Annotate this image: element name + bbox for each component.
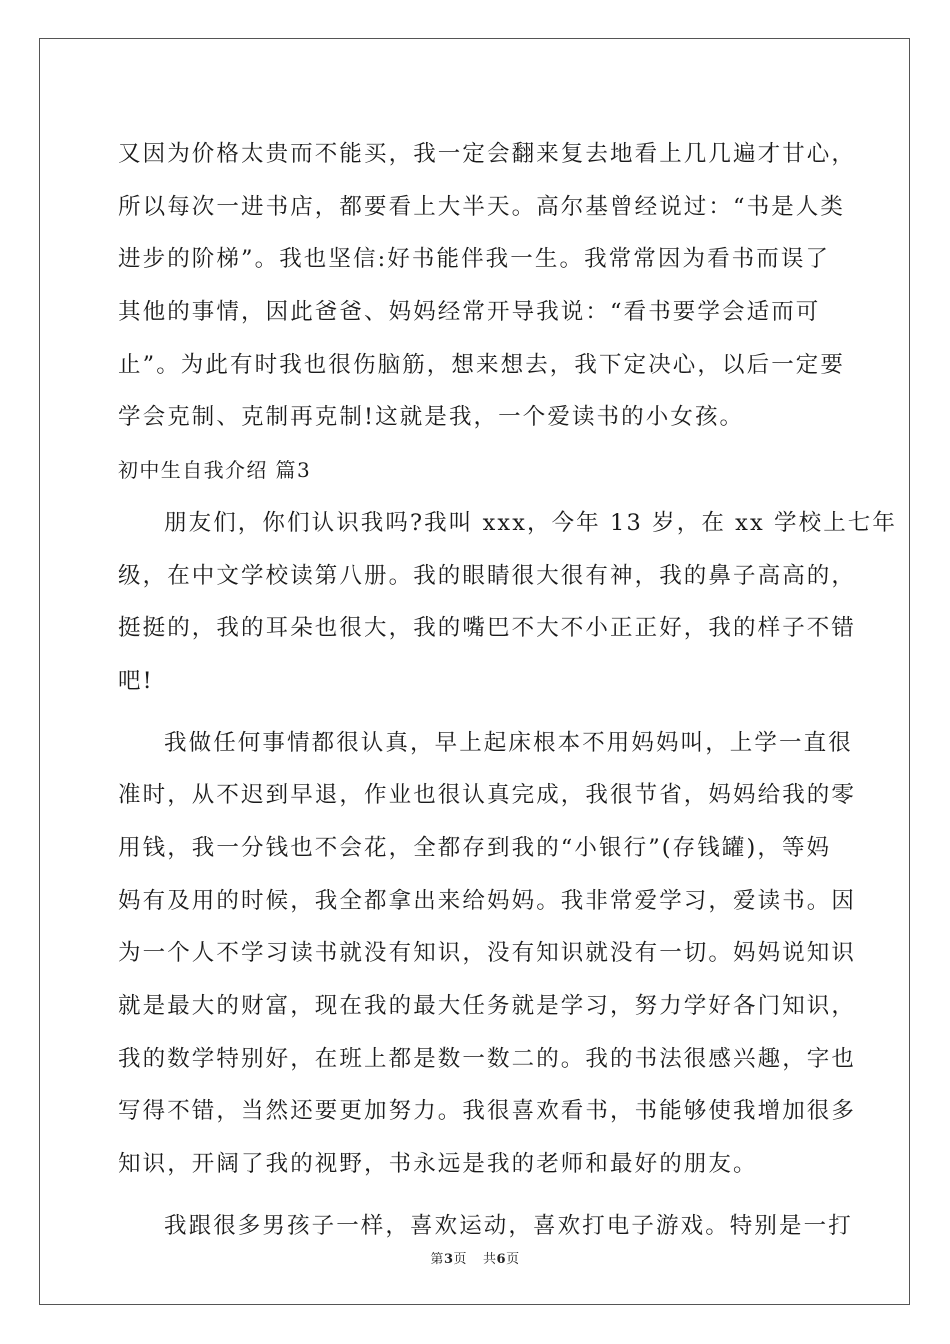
text-line: 所以每次一进书店，都要看上大半天。高尔基曾经说过：“书是人类 [118, 193, 846, 220]
text-line: 准时，从不迟到早退，作业也很认真完成，我很节省，妈妈给我的零 [118, 782, 857, 809]
text-line: 知识，开阔了我的视野，书永远是我的老师和最好的朋友。 [118, 1151, 758, 1178]
text-line: 为一个人不学习读书就没有知识，没有知识就没有一切。妈妈说知识 [118, 940, 857, 967]
page-number: 第3页 [430, 1252, 467, 1267]
text-line: 写得不错，当然还要更加努力。我很喜欢看书，书能够使我增加很多 [118, 1098, 857, 1125]
paragraph-first-line: 我跟很多男孩子一样，喜欢运动，喜欢打电子游戏。特别是一打 [164, 1212, 853, 1239]
text-line: 进步的阶梯”。我也坚信:好书能伴我一生。我常常因为看书而误了 [118, 246, 831, 273]
text-line: 妈有及用的时候，我全都拿出来给妈妈。我非常爱学习，爱读书。因 [118, 887, 857, 914]
text-line: 我的数学特别好，在班上都是数一数二的。我的书法很感兴趣，字也 [118, 1045, 857, 1072]
paragraph-first-line: 我做任何事情都很认真，早上起床根本不用妈妈叫，上学一直很 [164, 729, 853, 756]
text-line: 吧! [118, 667, 154, 694]
text-line: 级，在中文学校读第八册。我的眼睛很大很有神，我的鼻子高高的， [118, 562, 857, 589]
page-total: 共6页 [483, 1252, 520, 1267]
page-footer [0, 1248, 950, 1267]
text-line: 又因为价格太贵而不能买，我一定会翻来复去地看上几几遍才甘心， [118, 141, 857, 167]
text-line: 挺挺的，我的耳朵也很大，我的嘴巴不大不小正正好，我的样子不错 [118, 615, 857, 642]
paragraph-first-line: 朋友们，你们认识我吗?我叫 xxx，今年 13 岁，在 xx 学校上七年 [164, 509, 898, 536]
text-line: 用钱，我一分钱也不会花，全都存到我的“小银行”(存钱罐)，等妈 [118, 834, 832, 861]
text-line: 学会克制、克制再克制!这就是我，一个爱读书的小女孩。 [118, 404, 745, 431]
text-line: 就是最大的财富，现在我的最大任务就是学习，努力学好各门知识， [118, 993, 857, 1019]
text-line: 止”。为此有时我也很伤脑筋，想来想去，我下定决心，以后一定要 [118, 351, 846, 378]
section-heading: 初中生自我介绍 篇3 [118, 458, 312, 483]
document-body [118, 128, 898, 1252]
text-line: 其他的事情，因此爸爸、妈妈经常开导我说：“看书要学会适而可 [118, 299, 821, 326]
